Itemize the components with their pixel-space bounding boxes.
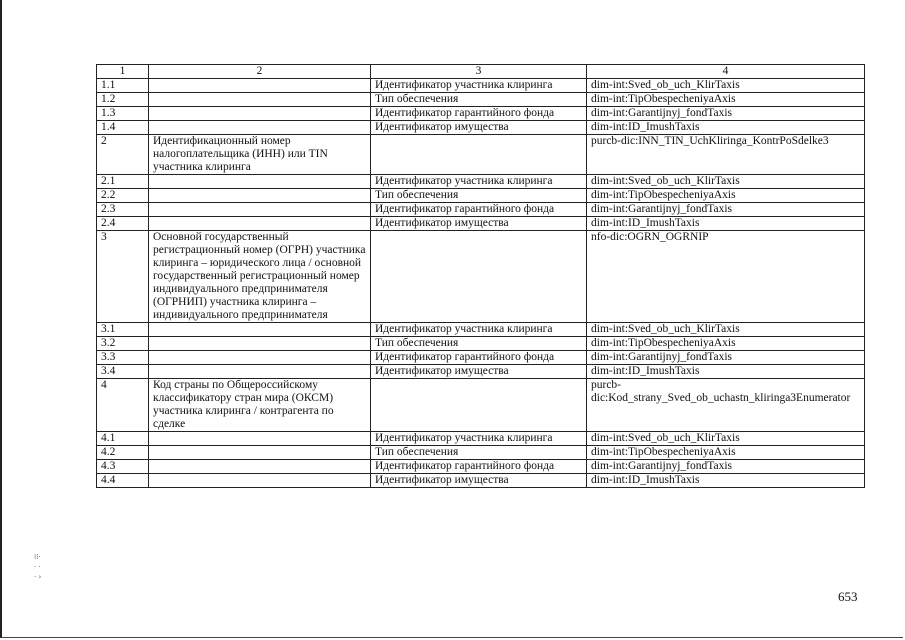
cell-code: dim-int:ID_ImushTaxis — [587, 365, 865, 379]
cell-description — [149, 474, 371, 488]
table-row — [97, 323, 865, 337]
cell-number: 2.4 — [97, 217, 149, 231]
table-row — [97, 93, 865, 107]
cell-code: dim-int:Sved_ob_uch_KlirTaxis — [587, 323, 865, 337]
cell-code: dim-int:Garantijnyj_fondTaxis — [587, 107, 865, 121]
cell-description — [149, 93, 371, 107]
cell-attribute: Идентификатор гарантийного фонда — [371, 460, 587, 474]
cell-description — [149, 323, 371, 337]
cell-attribute: Идентификатор гарантийного фонда — [371, 351, 587, 365]
cell-description — [149, 203, 371, 217]
header-row — [97, 65, 865, 79]
header-col-4: 4 — [587, 65, 865, 79]
cell-attribute: Тип обеспечения — [371, 189, 587, 203]
table-row — [97, 365, 865, 379]
cell-code: dim-int:TipObespecheniyaAxis — [587, 337, 865, 351]
cell-description — [149, 365, 371, 379]
cell-code: purcb-dic:INN_TIN_UchKliringa_KontrPoSdelke3 — [587, 135, 865, 175]
cell-number: 1.2 — [97, 93, 149, 107]
header-col-1: 1 — [97, 65, 149, 79]
cell-attribute — [371, 379, 587, 432]
cell-number: 4.4 — [97, 474, 149, 488]
cell-number: 4.3 — [97, 460, 149, 474]
cell-number: 2.1 — [97, 175, 149, 189]
cell-attribute: Идентификатор участника клиринга — [371, 175, 587, 189]
cell-number: 4 — [97, 379, 149, 432]
cell-number: 3.1 — [97, 323, 149, 337]
table-row — [97, 79, 865, 93]
cell-description — [149, 121, 371, 135]
cell-code: dim-int:ID_ImushTaxis — [587, 121, 865, 135]
cell-attribute — [371, 135, 587, 175]
cell-code: dim-int:Garantijnyj_fondTaxis — [587, 460, 865, 474]
cell-description: Идентификационный номер налогоплательщика (ИНН) или TIN участника клиринга — [149, 135, 371, 175]
cell-attribute: Идентификатор имущества — [371, 121, 587, 135]
header-col-3: 3 — [371, 65, 587, 79]
table-row — [97, 217, 865, 231]
cell-number: 2 — [97, 135, 149, 175]
cell-attribute — [371, 231, 587, 323]
table-row — [97, 231, 865, 323]
table-row — [97, 474, 865, 488]
cell-description — [149, 460, 371, 474]
cell-number: 1.3 — [97, 107, 149, 121]
page-number: 653 — [838, 589, 858, 604]
cell-number: 1.4 — [97, 121, 149, 135]
table-header — [97, 65, 865, 79]
table-row — [97, 175, 865, 189]
cell-description — [149, 217, 371, 231]
table-body — [97, 79, 865, 488]
cell-description: Код страны по Общероссийскому классификатору стран мира (ОКСМ) участника клиринга / контрагента по сделке — [149, 379, 371, 432]
cell-code: dim-int:Garantijnyj_fondTaxis — [587, 203, 865, 217]
cell-number: 2.3 — [97, 203, 149, 217]
cell-description — [149, 351, 371, 365]
cell-code: dim-int:Garantijnyj_fondTaxis — [587, 351, 865, 365]
margin-scan-marks: ⁞⁞· · · · › — [34, 553, 42, 581]
data-table — [96, 64, 865, 488]
table-row — [97, 135, 865, 175]
cell-description — [149, 189, 371, 203]
cell-code: dim-int:TipObespecheniyaAxis — [587, 93, 865, 107]
table-row — [97, 121, 865, 135]
table-row — [97, 446, 865, 460]
table-row — [97, 460, 865, 474]
cell-attribute: Тип обеспечения — [371, 446, 587, 460]
cell-code: dim-int:TipObespecheniyaAxis — [587, 189, 865, 203]
cell-number: 2.2 — [97, 189, 149, 203]
table-row — [97, 107, 865, 121]
cell-code: dim-int:ID_ImushTaxis — [587, 474, 865, 488]
table-row — [97, 189, 865, 203]
cell-description — [149, 79, 371, 93]
table-row — [97, 337, 865, 351]
cell-description — [149, 432, 371, 446]
cell-number: 3.3 — [97, 351, 149, 365]
cell-code: dim-int:TipObespecheniyaAxis — [587, 446, 865, 460]
cell-number: 4.2 — [97, 446, 149, 460]
table-row — [97, 203, 865, 217]
cell-code: dim-int:Sved_ob_uch_KlirTaxis — [587, 79, 865, 93]
cell-attribute: Тип обеспечения — [371, 337, 587, 351]
cell-attribute: Идентификатор гарантийного фонда — [371, 203, 587, 217]
cell-attribute: Идентификатор имущества — [371, 474, 587, 488]
table-row — [97, 379, 865, 432]
table-row — [97, 351, 865, 365]
cell-number: 3.4 — [97, 365, 149, 379]
cell-description — [149, 107, 371, 121]
cell-description — [149, 446, 371, 460]
header-col-2: 2 — [149, 65, 371, 79]
cell-number: 3 — [97, 231, 149, 323]
cell-code: nfo-dic:OGRN_OGRNIP — [587, 231, 865, 323]
cell-description — [149, 337, 371, 351]
cell-attribute: Идентификатор участника клиринга — [371, 79, 587, 93]
cell-attribute: Идентификатор имущества — [371, 365, 587, 379]
cell-attribute: Идентификатор участника клиринга — [371, 432, 587, 446]
cell-code: dim-int:Sved_ob_uch_KlirTaxis — [587, 175, 865, 189]
cell-number: 1.1 — [97, 79, 149, 93]
cell-attribute: Тип обеспечения — [371, 93, 587, 107]
cell-attribute: Идентификатор имущества — [371, 217, 587, 231]
cell-attribute: Идентификатор гарантийного фонда — [371, 107, 587, 121]
cell-code: purcb-dic:Kod_strany_Sved_ob_uchastn_kliringa3Enumerator — [587, 379, 865, 432]
cell-description: Основной государственный регистрационный номер (ОГРН) участника клиринга – юридического лица / основной государственный регистрационный номер индивидуального предпринимателя (ОГРНИП) участника клиринга – индивидуального предпринимателя — [149, 231, 371, 323]
cell-code: dim-int:ID_ImushTaxis — [587, 217, 865, 231]
cell-code: dim-int:Sved_ob_uch_KlirTaxis — [587, 432, 865, 446]
cell-description — [149, 175, 371, 189]
table-row — [97, 432, 865, 446]
cell-number: 4.1 — [97, 432, 149, 446]
cell-attribute: Идентификатор участника клиринга — [371, 323, 587, 337]
cell-number: 3.2 — [97, 337, 149, 351]
